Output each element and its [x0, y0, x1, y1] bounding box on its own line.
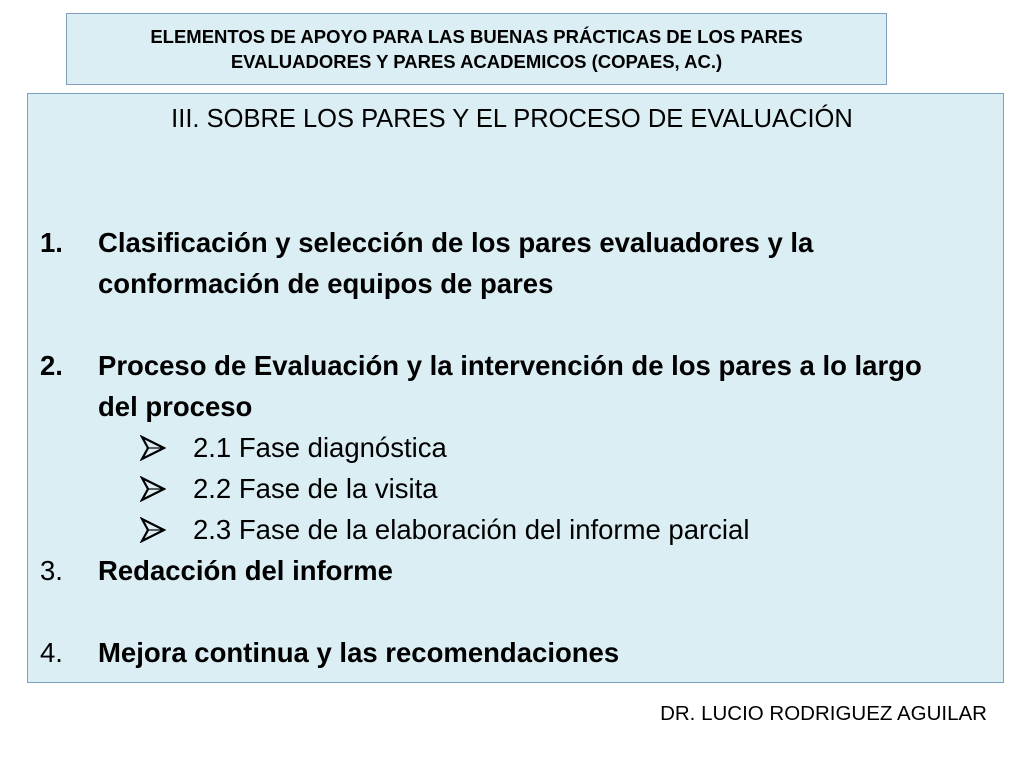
list-item-text: conformación de equipos de pares [98, 268, 554, 299]
list-item-number: 2. [40, 350, 63, 381]
list-item-number: 1. [40, 227, 63, 258]
sub-item-label: 2.1 Fase diagnóstica [193, 432, 447, 463]
section-title: III. SOBRE LOS PARES Y EL PROCESO DE EVALUACIÓN [171, 105, 853, 133]
list-item-text: Proceso de Evaluación y la intervención de los pares a lo largo [98, 350, 922, 381]
sub-item-label: 2.2 Fase de la visita [193, 473, 438, 504]
arrow-bullet-icon [140, 435, 166, 461]
list-item-number: 4. [40, 637, 63, 668]
sub-item-label: 2.3 Fase de la elaboración del informe parcial [193, 514, 750, 545]
list-item-text: Mejora continua y las recomendaciones [98, 637, 620, 668]
list-item-text: Clasificación y selección de los pares evaluadores y la [98, 227, 814, 258]
header-title-line-1: ELEMENTOS DE APOYO PARA LAS BUENAS PRÁCTICAS DE LOS PARES [150, 26, 803, 47]
arrow-bullet-icon [140, 517, 166, 543]
arrow-bullet-icon [140, 476, 166, 502]
list-item-text: Redacción del informe [98, 555, 393, 586]
list-item-text: del proceso [98, 391, 253, 422]
list-item-number: 3. [40, 555, 63, 586]
author-credit: DR. LUCIO RODRIGUEZ AGUILAR [660, 702, 987, 725]
header-title-line-2: EVALUADORES Y PARES ACADEMICOS (COPAES, AC.) [230, 51, 723, 72]
header-title-box [66, 13, 887, 85]
